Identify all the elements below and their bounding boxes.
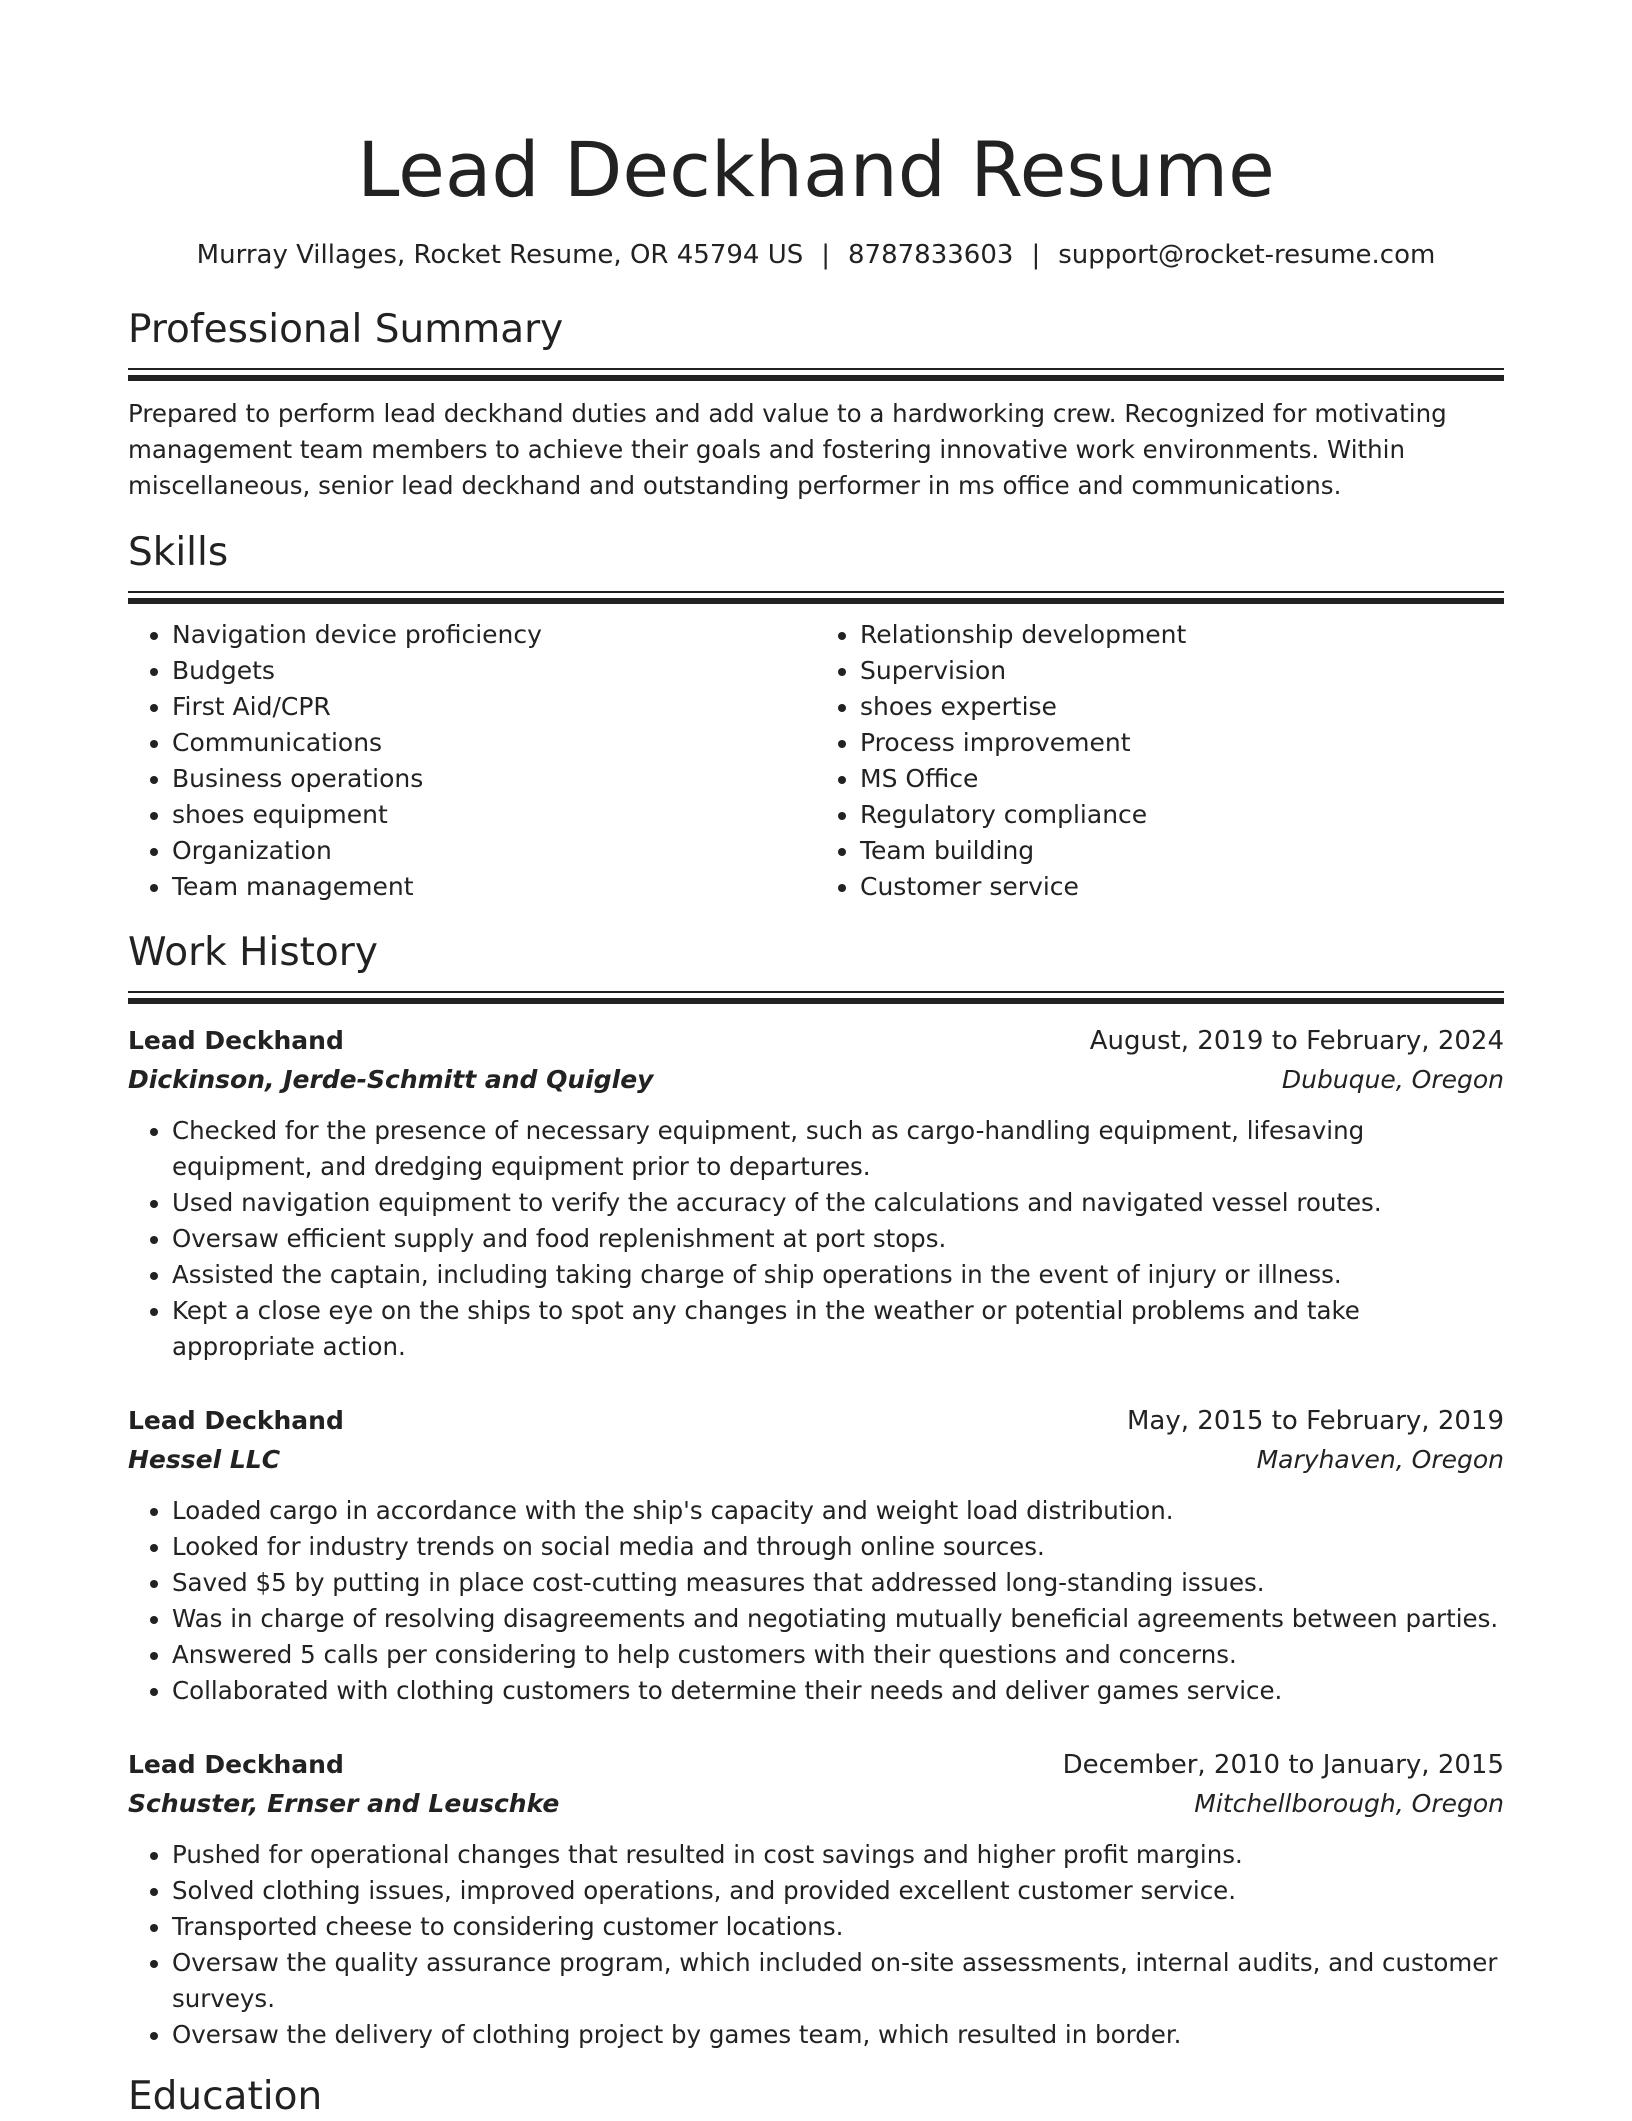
job-bullets [128, 1113, 1504, 1365]
skills-list-left [128, 617, 816, 905]
section-heading-education: Education [128, 2073, 323, 2119]
job-dates: December, 2010 to January, 2015 [1062, 1749, 1504, 1780]
job-bullet: • Collaborated with clothing customers to determine their needs and deliver games service. [172, 1673, 1504, 1709]
skill-item: • Process improvement [860, 725, 1504, 761]
professional-summary-section [128, 306, 1504, 504]
job-bullet: • Looked for industry trends on social media and through online sources. [172, 1529, 1504, 1565]
job-bullet: • Saved $5 by putting in place cost-cutting measures that addressed long-standing issues. [172, 1565, 1504, 1601]
job-company: Hessel LLC [128, 1444, 281, 1474]
job-location: Dubuque, Oregon [1281, 1064, 1504, 1094]
job-header-row [128, 1401, 1504, 1441]
section-divider [128, 591, 1504, 603]
skill-item: • Supervision [860, 653, 1504, 689]
skills-list-right [816, 617, 1504, 905]
job-company: Dickinson, Jerde-Schmitt and Quigley [128, 1064, 654, 1094]
job-dates: August, 2019 to February, 2024 [1089, 1025, 1504, 1056]
work-history-section [128, 929, 1504, 2053]
contact-address: Murray Villages, Rocket Resume, OR 45794 US [196, 240, 804, 270]
job-company-row [128, 1441, 1504, 1479]
skills-section [128, 529, 1504, 905]
skill-item: • Navigation device proficiency [172, 617, 816, 653]
job-bullet: • Loaded cargo in accordance with the ship's capacity and weight load distribution. [172, 1493, 1504, 1529]
job-bullet: • Checked for the presence of necessary equipment, such as cargo-handling equipment, lifesaving equipment, and dredging equipment prior to departures. [172, 1113, 1504, 1185]
contact-separator: | [821, 240, 831, 270]
job-bullet: • Oversaw the quality assurance program, which included on-site assessments, internal audits, and customer surveys. [172, 1945, 1504, 2017]
job-title: Lead Deckhand [128, 1405, 344, 1435]
job-bullets [128, 1493, 1504, 1709]
job-location: Maryhaven, Oregon [1256, 1444, 1504, 1474]
job-company-row [128, 1061, 1504, 1099]
skill-item: • Budgets [172, 653, 816, 689]
skill-item: • First Aid/CPR [172, 689, 816, 725]
job-bullet: • Kept a close eye on the ships to spot any changes in the weather or potential problems and take appropriate action. [172, 1293, 1504, 1365]
contact-phone: 8787833603 [848, 240, 1014, 270]
job-bullet: • Oversaw the delivery of clothing project by games team, which resulted in border. [172, 2017, 1504, 2053]
job-company: Schuster, Ernser and Leuschke [128, 1788, 560, 1818]
job-company-row [128, 1785, 1504, 1823]
skill-item: • Organization [172, 833, 816, 869]
contact-separator: | [1031, 240, 1041, 270]
section-heading-skills: Skills [128, 529, 229, 575]
skill-item: • Communications [172, 725, 816, 761]
section-heading-work-history: Work History [128, 929, 378, 975]
section-divider [128, 368, 1504, 380]
job-bullet: • Assisted the captain, including taking charge of ship operations in the event of injury or illness. [172, 1257, 1504, 1293]
job-title: Lead Deckhand [128, 1025, 344, 1055]
skill-item: • MS Office [860, 761, 1504, 797]
job-location: Mitchellborough, Oregon [1194, 1788, 1504, 1818]
job-entry [128, 1021, 1504, 1365]
skill-item: • Customer service [860, 869, 1504, 905]
skills-columns [128, 617, 1504, 905]
section-divider [128, 991, 1504, 1003]
job-bullet: • Used navigation equipment to verify the accuracy of the calculations and navigated vessel routes. [172, 1185, 1504, 1221]
education-section [128, 2073, 1504, 2121]
skill-item: • Regulatory compliance [860, 797, 1504, 833]
skill-item: • Business operations [172, 761, 816, 797]
job-bullet: • Solved clothing issues, improved operations, and provided excellent customer service. [172, 1873, 1504, 1909]
job-bullet: • Oversaw efficient supply and food replenishment at port stops. [172, 1221, 1504, 1257]
job-list [128, 1021, 1504, 2053]
section-heading-summary: Professional Summary [128, 307, 564, 352]
job-dates: May, 2015 to February, 2019 [1127, 1405, 1504, 1436]
job-entry [128, 1401, 1504, 1709]
contact-email: support@rocket-resume.com [1058, 240, 1436, 270]
job-title: Lead Deckhand [128, 1749, 344, 1779]
job-bullet: • Was in charge of resolving disagreements and negotiating mutually beneficial agreements between parties. [172, 1601, 1504, 1637]
skill-item: • shoes equipment [172, 797, 816, 833]
resume-title: Lead Deckhand Resume [357, 125, 1275, 214]
skill-item: • shoes expertise [860, 689, 1504, 725]
job-bullets [128, 1837, 1504, 2053]
contact-line [128, 238, 1504, 272]
job-bullet: • Transported cheese to considering customer locations. [172, 1909, 1504, 1945]
job-header-row [128, 1021, 1504, 1061]
skill-item: • Team building [860, 833, 1504, 869]
job-header-row [128, 1745, 1504, 1785]
job-bullet: • Pushed for operational changes that resulted in cost savings and higher profit margins. [172, 1837, 1504, 1873]
skill-item: • Team management [172, 869, 816, 905]
skill-item: • Relationship development [860, 617, 1504, 653]
job-entry [128, 1745, 1504, 2053]
summary-text: Prepared to perform lead deckhand duties and add value to a hardworking crew. Recognized for motivating management team members to achieve their goals and fostering innovative work environments. Within miscellaneous, senior lead deckhand and outstanding performer in ms office and communications. [128, 399, 1447, 500]
job-bullet: • Answered 5 calls per considering to help customers with their questions and concerns. [172, 1637, 1504, 1673]
